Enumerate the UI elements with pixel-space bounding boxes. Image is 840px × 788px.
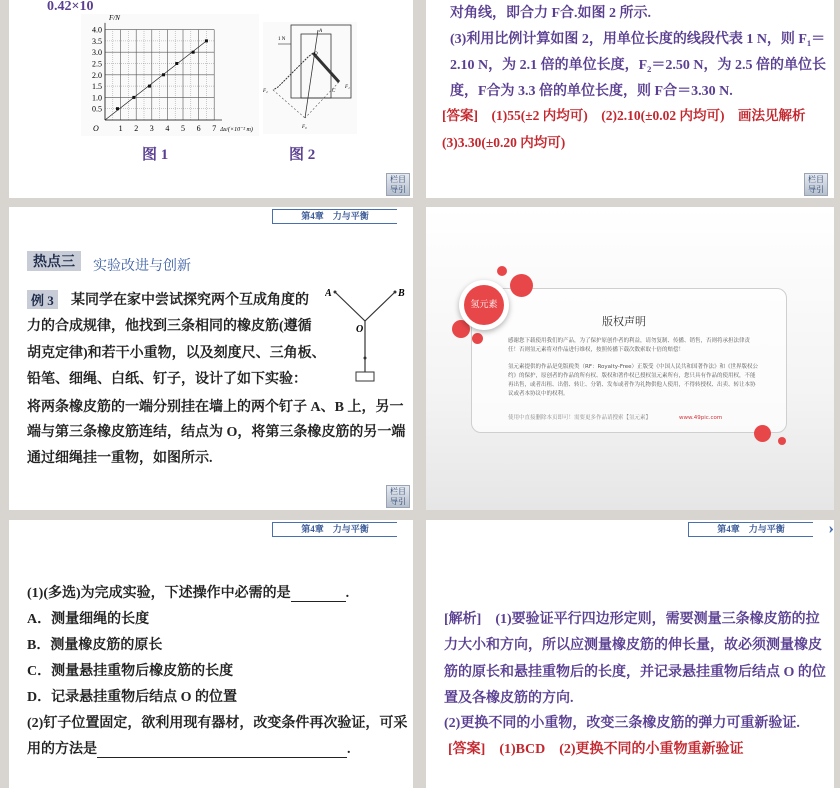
text-line: 端与第三条橡皮筋连结，结点为 O，将第三条橡皮筋的另一端 bbox=[27, 425, 406, 440]
data-point bbox=[116, 107, 119, 110]
logo-badge bbox=[459, 280, 509, 330]
x-tick-label: 4 bbox=[165, 124, 170, 133]
label-f2: F₂ bbox=[263, 89, 268, 94]
y-tick-label: 4.0 bbox=[92, 25, 102, 35]
chapter-label: 第4章 力与平衡 bbox=[717, 524, 785, 534]
figure-1-graph bbox=[81, 14, 259, 136]
label-b: B bbox=[398, 288, 405, 299]
answer-line: [答案] (1)55(±2 内均可) (2)2.10(±0.02 内均可) 画法见解析 bbox=[442, 108, 806, 123]
scale-label: 1 N bbox=[278, 37, 286, 42]
y-tick-label: 3.0 bbox=[92, 48, 102, 58]
analysis-line: 力大小和方向，所以应测量橡皮筋的伸长量，故必须测量橡皮 bbox=[444, 638, 822, 653]
notice-paragraph: 氢元素提供的作品是免版税类（RF：Royalty-Free）正版受《中国人民共和国著作法》和《世界版权公约》的保护，原创者的作品的所有权、版权和著作权已授权氢元素所有，您只具有作品的使用权，不能再出售，或者出租、出借、转让、分销、发布或者作为礼物供他人使用，不得转授权、出卖、转让本协议或者本协议中的权利。 bbox=[508, 364, 759, 397]
option-b: B．测量橡皮筋的原长 bbox=[27, 638, 163, 653]
nav-label: 栏目 bbox=[808, 175, 824, 184]
label-o: O bbox=[314, 52, 318, 57]
nav-guide-button[interactable] bbox=[386, 173, 410, 196]
label-a: A bbox=[319, 29, 323, 34]
option-a: A．测量细绳的长度 bbox=[27, 612, 150, 627]
decor-circle bbox=[754, 425, 771, 442]
answer-blank bbox=[291, 588, 346, 602]
option-d: D．记录悬挂重物后结点 O 的位置 bbox=[27, 690, 237, 705]
decor-circle bbox=[472, 333, 483, 344]
chapter-label: 第4章 力与平衡 bbox=[301, 211, 369, 221]
question-text: 用的方法是 bbox=[27, 742, 97, 757]
text-line: 将两条橡皮筋的一端分别挂在墙上的两个钉子 A、B 上，另一 bbox=[27, 400, 404, 415]
nav-guide-button[interactable] bbox=[386, 485, 410, 508]
notice-paragraph: 感谢您下载使用我们的产品，为了保护原创作者的利益，请勿复制、传播、销售，否则将承担法律责任！否则氢元素将对作品进行维权，按照传播下载次数索取十倍的赔偿！ bbox=[508, 338, 751, 353]
answer-blank bbox=[97, 744, 347, 758]
data-point bbox=[132, 96, 135, 99]
data-point bbox=[162, 73, 165, 76]
text-line: 力的合成规律，他找到三条相同的橡皮筋(遵循 bbox=[27, 319, 312, 334]
text-line: 胡克定律)和若干小重物，以及刻度尺、三角板、 bbox=[27, 346, 326, 361]
label-a: A bbox=[325, 288, 332, 299]
origin-label: O bbox=[93, 124, 99, 133]
slide-2 bbox=[426, 0, 834, 198]
x-tick-label: 1 bbox=[118, 124, 123, 133]
x-axis-label: Δx/(×10⁻² m) bbox=[220, 127, 253, 133]
section-subtitle: 实验改进与创新 bbox=[93, 259, 191, 274]
nav-label: 栏目 bbox=[390, 487, 406, 496]
x-tick-label: 2 bbox=[134, 124, 139, 133]
data-point bbox=[205, 39, 208, 42]
x-tick-label: 3 bbox=[149, 124, 154, 133]
analysis-line: 置及各橡皮筋的方向. bbox=[444, 691, 574, 706]
slide-3 bbox=[9, 207, 413, 510]
question-1: (1)(多选)为完成实验，下述操作中必需的是 . bbox=[27, 586, 350, 601]
label-f1: F₁ bbox=[345, 85, 350, 90]
hotspot-badge: 热点三 bbox=[27, 251, 81, 271]
analysis-line: [解析] (1)要验证平行四边形定则，需要测量三条橡皮筋的拉 bbox=[444, 612, 820, 627]
data-point bbox=[192, 51, 195, 54]
text-line: 2.10 N，为 2.1 倍的单位长度，F₂＝2.50 N，为 2.5 倍的单位长 bbox=[450, 58, 826, 73]
figure-2-caption: 图 2 bbox=[289, 147, 316, 163]
y-tick-label: 2.0 bbox=[92, 70, 102, 80]
slide-copyright bbox=[426, 207, 834, 510]
chapter-label: 第4章 力与平衡 bbox=[301, 524, 369, 534]
y-tick-label: 3.5 bbox=[92, 36, 102, 46]
cut-text: 0.42×10 bbox=[47, 0, 94, 14]
question-2-cont: 用的方法是 . bbox=[27, 742, 351, 757]
slide-1 bbox=[9, 0, 413, 198]
answer-line: [答案] (1)BCD (2)更换不同的小重物重新验证 bbox=[448, 742, 744, 757]
chapter-banner bbox=[272, 520, 413, 537]
question-2: (2)钉子位置固定，欲利用现有器材，改变条件再次验证，可采 bbox=[27, 716, 408, 731]
question-text: (1)(多选)为完成实验，下述操作中必需的是 bbox=[27, 586, 291, 601]
figure-1-caption: 图 1 bbox=[142, 147, 169, 163]
text-line: (3)利用比例计算如图 2，用单位长度的线段代表 1 N，则 F₁＝ bbox=[450, 32, 826, 47]
label-f0: F₀ bbox=[302, 125, 307, 130]
decor-circle bbox=[510, 274, 533, 297]
figure-2-diagram bbox=[263, 22, 357, 134]
text-line: 对角线，即合力 F合.如图 2 所示. bbox=[450, 6, 652, 21]
notice-footer: 使用中直接删除本页即可！需要更多作品请搜索【氢元素】 bbox=[508, 415, 652, 421]
analysis-line: (2)更换不同的小重物，改变三条橡皮筋的弹力可重新验证. bbox=[444, 716, 800, 731]
x-tick-label: 7 bbox=[212, 124, 217, 133]
chapter-banner bbox=[272, 207, 413, 224]
y-tick-label: 1.5 bbox=[92, 82, 102, 92]
text-line: 铅笔、细绳、白纸、钉子，设计了如下实验： bbox=[27, 372, 307, 387]
chevron-icon: ›› bbox=[412, 520, 413, 537]
analysis-line: 筋的原长和悬挂重物后的长度，并记录悬挂重物后结点 O 的位 bbox=[444, 665, 826, 680]
site-link[interactable]: www.49pic.com bbox=[679, 415, 723, 421]
slide-5 bbox=[9, 520, 413, 788]
y-tick-label: 1.0 bbox=[92, 93, 102, 103]
nav-guide-button[interactable] bbox=[804, 173, 828, 196]
decor-circle bbox=[778, 437, 786, 445]
text-line: 度，F合为 3.3 倍的单位长度，则 F合＝3.30 N. bbox=[450, 84, 733, 99]
experiment-diagram bbox=[325, 287, 405, 387]
data-point bbox=[148, 85, 151, 88]
notice-title: 版权声明 bbox=[602, 315, 646, 328]
text-line: 某同学在家中尝试探究两个互成角度的 bbox=[71, 293, 309, 308]
nav-label: 栏目 bbox=[390, 175, 406, 184]
label-c: C bbox=[332, 89, 336, 94]
decor-circle bbox=[497, 266, 507, 276]
nav-label: 导引 bbox=[390, 185, 406, 194]
nav-label: 导引 bbox=[808, 185, 824, 194]
nav-label: 导引 bbox=[390, 497, 406, 506]
example-tag: 例 3 bbox=[27, 290, 58, 309]
text-line: 通过细绳挂一重物，如图所示. bbox=[27, 451, 213, 466]
chevron-icon: ›› bbox=[412, 207, 413, 224]
notice-card bbox=[471, 288, 787, 433]
chevron-icon: ›› bbox=[828, 520, 829, 537]
chapter-banner bbox=[688, 520, 829, 537]
x-tick-label: 6 bbox=[196, 124, 201, 133]
slide-6 bbox=[426, 520, 834, 788]
answer-line: (3)3.30(±0.20 内均可) bbox=[442, 135, 566, 150]
logo-text: 氢元素 bbox=[464, 285, 504, 325]
y-tick-label: 0.5 bbox=[92, 104, 102, 114]
data-point bbox=[175, 62, 178, 65]
label-o: O bbox=[356, 324, 364, 335]
option-c: C．测量悬挂重物后橡皮筋的长度 bbox=[27, 664, 234, 679]
y-axis-label: F/N bbox=[109, 14, 120, 22]
y-tick-label: 2.5 bbox=[92, 59, 102, 69]
x-tick-label: 5 bbox=[181, 124, 185, 133]
